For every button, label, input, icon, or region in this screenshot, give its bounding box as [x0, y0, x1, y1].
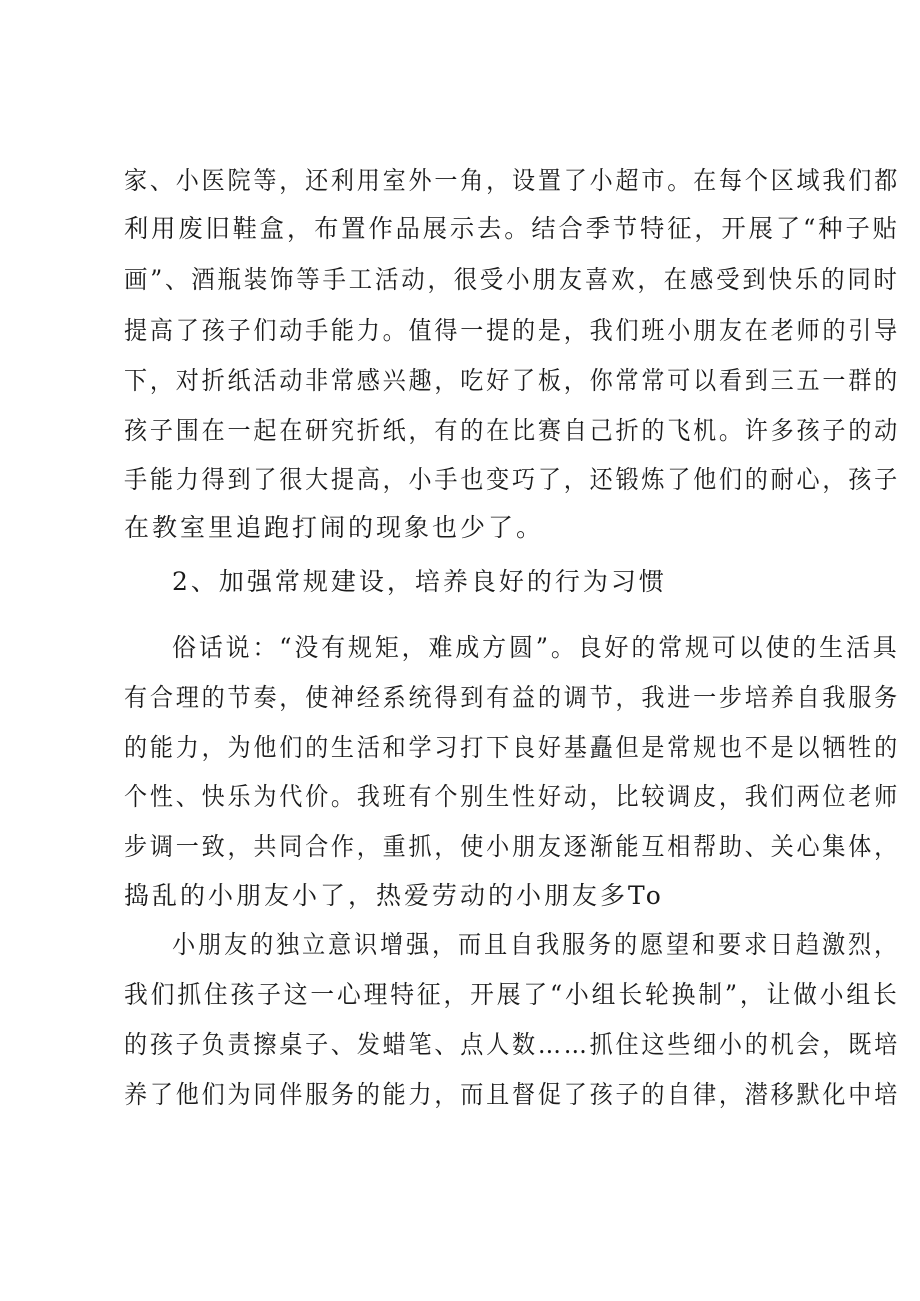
- paragraph-line: 孩子围在一起在研究折纸，有的在比赛自己折的飞机。许多孩子的动: [124, 416, 901, 445]
- paragraph-line: 家、小医院等，还利用室外一角，设置了小超市。在每个区域我们都: [124, 166, 901, 195]
- paragraph-line: 的能力，为他们的生活和学习打下良好基矗但是常规也不是以牺牲的: [124, 733, 901, 762]
- paragraph-line: 步调一致，共同合作，重抓，使小朋友逐渐能互相帮助、关心集体，: [124, 832, 901, 861]
- paragraph-line: 小朋友的独立意识增强，而且自我服务的愿望和要求日趋激烈，: [172, 930, 901, 959]
- heading-line: 2、加强常规建设，培养良好的行为习惯: [172, 567, 667, 596]
- paragraph-line: 俗话说：“没有规矩，难成方圆”。良好的常规可以使的生活具: [172, 633, 900, 662]
- paragraph-line: 养了他们为同伴服务的能力，而且督促了孩子的自律，潜移默化中培: [124, 1080, 901, 1109]
- paragraph-line: 手能力得到了很大提高，小手也变巧了，还锻炼了他们的耐心，孩子: [124, 465, 901, 494]
- paragraph-line: 个性、快乐为代价。我班有个别生性好动，比较调皮，我们两位老师: [124, 782, 901, 811]
- paragraph-line: 下，对折纸活动非常感兴趣，吃好了板，你常常可以看到三五一群的: [124, 366, 901, 395]
- paragraph-line: 提高了孩子们动手能力。值得一提的是，我们班小朋友在老师的引导: [124, 316, 901, 345]
- paragraph-line: 我们抓住孩子这一心理特征，开展了“小组长轮换制”，让做小组长: [124, 980, 900, 1009]
- paragraph-line: 画”、酒瓶装饰等手工活动，很受小朋友喜欢，在感受到快乐的同时: [124, 265, 900, 294]
- paragraph-line: 在教室里追跑打闹的现象也少了。: [124, 513, 545, 542]
- paragraph-line: 捣乱的小朋友小了，热爱劳动的小朋友多To: [124, 881, 664, 910]
- paragraph-line: 利用废旧鞋盒，布置作品展示去。结合季节特征，开展了“种子贴: [124, 214, 900, 243]
- paragraph-line: 的孩子负责擦桌子、发蜡笔、点人数……抓住这些细小的机会，既培: [124, 1030, 901, 1059]
- paragraph-line: 有合理的节奏，使神经系统得到有益的调节，我进一步培养自我服务: [124, 683, 901, 712]
